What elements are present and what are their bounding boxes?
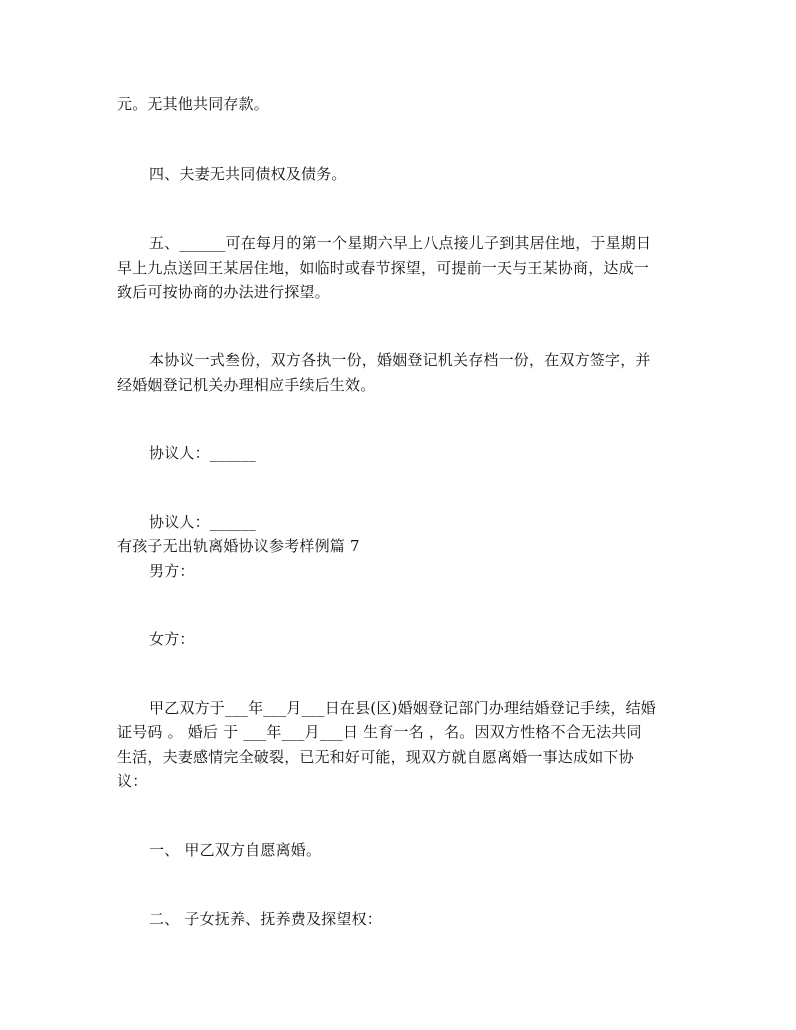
paragraph-marriage-line-2: 证号码 。 婚后 于 ___年___月___日 生育一名 ，名。因双方性格不合无法共同 [117, 723, 642, 741]
paragraph-marriage-line-4: 议： [117, 772, 148, 790]
paragraph-item-five-line-1: 五、______可在每月的第一个星期六早上八点接儿子到其居住地，于星期日 [149, 234, 652, 252]
paragraph-savings-end: 元。无其他共同存款。 [117, 95, 270, 113]
paragraph-copies-line-2: 经婚姻登记机关办理相应手续后生效。 [117, 376, 376, 394]
female-party-label: 女方： [149, 630, 195, 648]
male-party-label: 男方： [149, 562, 195, 580]
clause-two: 二、 子女抚养、抚养费及探望权： [149, 910, 382, 928]
paragraph-copies-line-1: 本协议一式叁份，双方各执一份，婚姻登记机关存档一份，在双方签字，并 [149, 351, 651, 369]
paragraph-item-five-line-3: 致后可按协商的办法进行探望。 [117, 283, 330, 301]
signature-line-2: 协议人：______ [149, 513, 257, 531]
paragraph-marriage-line-3: 生活，夫妻感情完全破裂，已无和好可能，现双方就自愿离婚一事达成如下协 [117, 748, 634, 766]
paragraph-marriage-line-1: 甲乙双方于___年___月___日在县(区)婚姻登记部门办理结婚登记手续，结婚 [149, 699, 657, 717]
signature-line-1: 协议人：______ [149, 444, 257, 462]
section-title: 有孩子无出轨离婚协议参考样例篇 7 [117, 537, 360, 555]
clause-one: 一、 甲乙双方自愿离婚。 [149, 841, 322, 859]
paragraph-item-five-line-2: 早上九点送回王某居住地，如临时或春节探望，可提前一天与王某协商，达成一 [117, 259, 650, 277]
paragraph-item-four: 四、夫妻无共同债权及债务。 [149, 165, 347, 183]
